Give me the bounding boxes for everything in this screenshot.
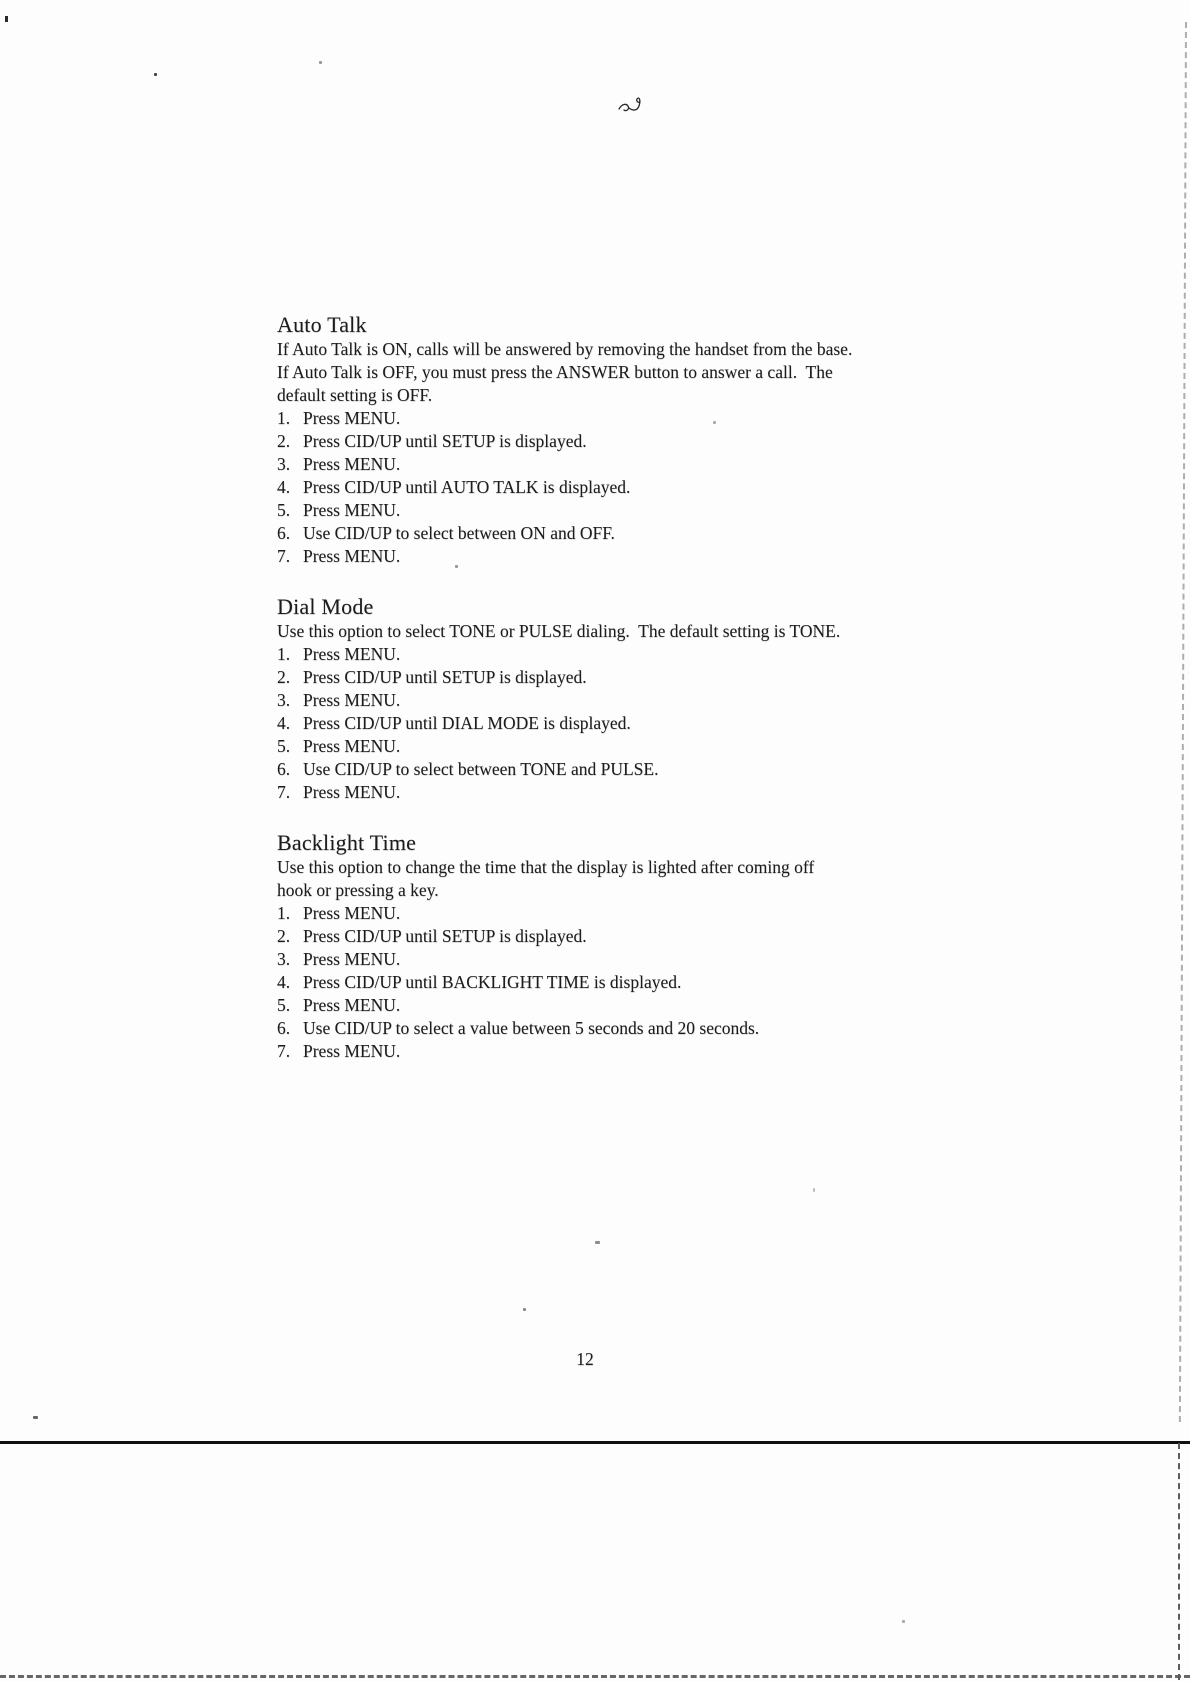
step-number: 2. <box>277 667 291 687</box>
scan-speck <box>154 73 157 76</box>
step-item <box>277 994 957 1017</box>
scan-speck <box>595 1241 600 1244</box>
paragraph-line: If Auto Talk is OFF, you must press the ANSWER button to answer a call. The <box>277 362 833 382</box>
page-number: 12 <box>576 1349 594 1369</box>
step-number: 1. <box>277 903 291 923</box>
step-text: Press MENU. <box>303 782 401 802</box>
scan-speck <box>813 1188 815 1192</box>
step-text: Press CID/UP until SETUP is displayed. <box>303 667 587 687</box>
step-number: 5. <box>277 995 291 1015</box>
step-item <box>277 758 957 781</box>
footer-rule-line <box>0 1441 1190 1444</box>
step-text: Press CID/UP until BACKLIGHT TIME is displayed. <box>303 972 682 992</box>
step-item <box>277 453 957 476</box>
step-number: 6. <box>277 759 291 779</box>
step-item <box>277 643 957 666</box>
step-number: 6. <box>277 523 291 543</box>
scan-speck <box>902 1620 905 1623</box>
step-number: 3. <box>277 949 291 969</box>
step-text: Press MENU. <box>303 949 401 969</box>
step-number: 7. <box>277 546 291 566</box>
section-dial-mode <box>277 593 957 804</box>
step-item <box>277 407 957 430</box>
step-text: Press MENU. <box>303 690 401 710</box>
section-title: Backlight Time <box>277 830 417 855</box>
step-text: Use CID/UP to select between ON and OFF. <box>303 523 615 543</box>
step-text: Press MENU. <box>303 546 401 566</box>
step-number: 7. <box>277 782 291 802</box>
step-item <box>277 522 957 545</box>
right-page-edge-line <box>1179 22 1187 1422</box>
step-item <box>277 1017 957 1040</box>
step-item <box>277 948 957 971</box>
step-text: Press MENU. <box>303 644 401 664</box>
section-backlight-time <box>277 829 957 1063</box>
paragraph-line: default setting is OFF. <box>277 385 433 405</box>
step-number: 3. <box>277 454 291 474</box>
section-title: Auto Talk <box>277 312 367 337</box>
step-text: Press CID/UP until SETUP is displayed. <box>303 431 587 451</box>
step-number: 7. <box>277 1041 291 1061</box>
step-item <box>277 1040 957 1063</box>
step-item <box>277 499 957 522</box>
squiggle-icon <box>616 94 650 116</box>
paragraph-line: Use this option to change the time that the display is lighted after coming off <box>277 857 815 877</box>
section-auto-talk <box>277 311 957 568</box>
scan-speck <box>455 565 458 568</box>
step-item <box>277 430 957 453</box>
step-item <box>277 712 957 735</box>
scan-corner-mark <box>5 16 8 22</box>
step-number: 4. <box>277 972 291 992</box>
scan-speck <box>523 1308 526 1311</box>
paragraph-line: hook or pressing a key. <box>277 880 439 900</box>
step-item <box>277 971 957 994</box>
step-item <box>277 476 957 499</box>
step-item <box>277 902 957 925</box>
step-text: Press MENU. <box>303 454 401 474</box>
scan-speck <box>713 421 716 424</box>
step-number: 6. <box>277 1018 291 1038</box>
manual-page-content <box>277 311 957 1063</box>
step-text: Use CID/UP to select between TONE and PULSE. <box>303 759 659 779</box>
paragraph-line: If Auto Talk is ON, calls will be answered by removing the handset from the base. <box>277 339 853 359</box>
step-number: 5. <box>277 500 291 520</box>
step-item <box>277 781 957 804</box>
step-item <box>277 735 957 758</box>
scan-speck <box>33 1416 38 1419</box>
step-item <box>277 689 957 712</box>
step-number: 4. <box>277 477 291 497</box>
step-text: Press MENU. <box>303 736 401 756</box>
step-item <box>277 545 957 568</box>
step-text: Press CID/UP until AUTO TALK is displayed. <box>303 477 631 497</box>
paragraph-line: Use this option to select TONE or PULSE dialing. The default setting is TONE. <box>277 621 841 641</box>
step-text: Press CID/UP until DIAL MODE is displayed. <box>303 713 631 733</box>
step-text: Use CID/UP to select a value between 5 seconds and 20 seconds. <box>303 1018 760 1038</box>
step-number: 2. <box>277 431 291 451</box>
step-text: Press MENU. <box>303 408 401 428</box>
step-number: 2. <box>277 926 291 946</box>
step-number: 1. <box>277 644 291 664</box>
step-item <box>277 666 957 689</box>
right-page-edge-line-lower <box>1178 1443 1180 1680</box>
step-number: 1. <box>277 408 291 428</box>
handwritten-squiggle-mark <box>616 94 650 121</box>
step-text: Press MENU. <box>303 995 401 1015</box>
scan-speck <box>319 61 322 64</box>
step-number: 5. <box>277 736 291 756</box>
section-title: Dial Mode <box>277 594 374 619</box>
step-number: 3. <box>277 690 291 710</box>
step-number: 4. <box>277 713 291 733</box>
step-item <box>277 925 957 948</box>
step-text: Press CID/UP until SETUP is displayed. <box>303 926 587 946</box>
step-text: Press MENU. <box>303 903 401 923</box>
step-text: Press MENU. <box>303 500 401 520</box>
bottom-edge-dashed-line <box>0 1675 1190 1678</box>
step-text: Press MENU. <box>303 1041 401 1061</box>
